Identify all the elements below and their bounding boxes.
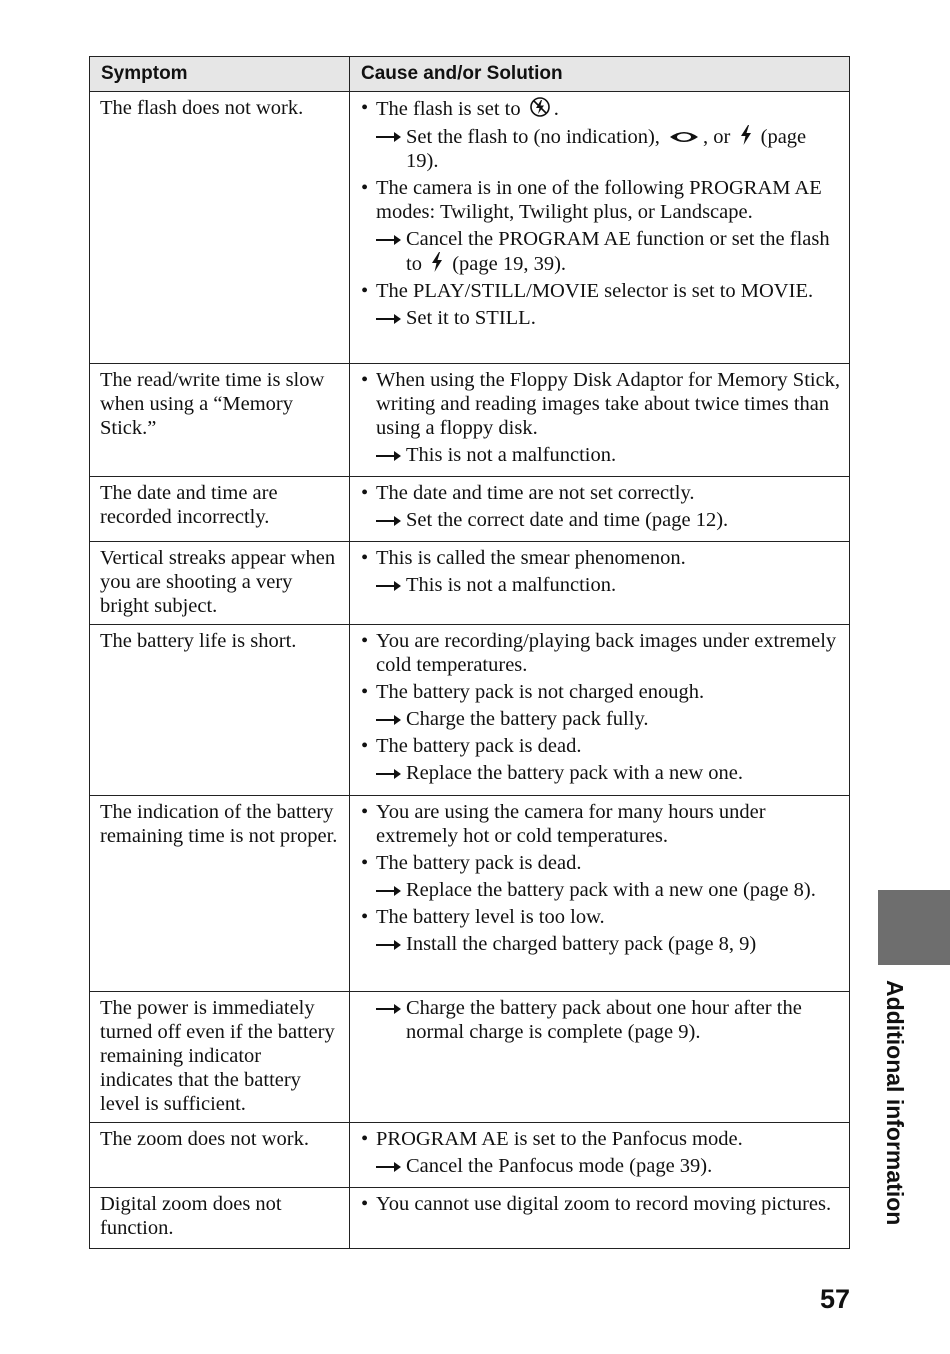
table-row <box>90 1123 850 1188</box>
cause-bullet: • The battery pack is dead. <box>361 851 841 875</box>
symptom-cell: Digital zoom does not function. <box>90 1188 350 1249</box>
cause-solution: This is not a malfunction. <box>361 443 841 467</box>
flash-forced-icon <box>739 124 753 146</box>
symptom-cell: The zoom does not work. <box>90 1123 350 1188</box>
red-eye-reduction-icon <box>668 128 700 146</box>
table-row <box>90 364 850 477</box>
cause-bullet: • The PLAY/STILL/MOVIE selector is set to MOVIE. <box>361 279 841 303</box>
cause-solution: Install the charged battery pack (page 8, 9) <box>361 932 841 956</box>
cause-bullet: • The battery pack is dead. <box>361 734 841 758</box>
symptom-cell: The battery life is short. <box>90 625 350 796</box>
cause-cell <box>350 477 850 542</box>
cause-solution: Replace the battery pack with a new one. <box>361 761 841 785</box>
cause-bullet: • The flash is set to . <box>361 96 841 121</box>
cause-solution: Cancel the Panfocus mode (page 39). <box>361 1154 841 1178</box>
cause-cell <box>350 92 850 364</box>
table-row <box>90 625 850 796</box>
table-header-row <box>90 57 850 92</box>
section-label: Additional information <box>882 980 908 1226</box>
cause-bullet: • You cannot use digital zoom to record moving pictures. <box>361 1192 841 1216</box>
cause-solution: Set the flash to (no indication), , or (page 19). <box>361 124 841 173</box>
cause-bullet: • The battery level is too low. <box>361 905 841 929</box>
symptom-cell: The flash does not work. <box>90 92 350 364</box>
flash-off-icon <box>529 96 551 118</box>
symptom-cell: The read/write time is slow when using a “Memory Stick.” <box>90 364 350 477</box>
table-row <box>90 1188 850 1249</box>
table-row <box>90 992 850 1123</box>
cause-bullet: • The camera is in one of the following PROGRAM AE modes: Twilight, Twilight plus, or Landscape. <box>361 176 841 224</box>
cause-solution: Replace the battery pack with a new one (page 8). <box>361 878 841 902</box>
cause-bullet: • You are recording/playing back images under extremely cold temperatures. <box>361 629 841 677</box>
symptom-cell: The indication of the battery remaining time is not proper. <box>90 796 350 992</box>
page-number: 57 <box>819 1284 850 1314</box>
cause-cell <box>350 364 850 477</box>
symptom-cell: The power is immediately turned off even if the battery remaining indicator indicates that the battery level is sufficient. <box>90 992 350 1123</box>
cause-cell <box>350 625 850 796</box>
table-row <box>90 477 850 542</box>
cause-solution: Charge the battery pack fully. <box>361 707 841 731</box>
cause-solution: Cancel the PROGRAM AE function or set the flash to (page 19, 39). <box>361 227 841 276</box>
table-row <box>90 542 850 625</box>
cause-bullet: • When using the Floppy Disk Adaptor for Memory Stick, writing and reading images take about twice times than using a floppy disk. <box>361 368 841 440</box>
cause-bullet: • The date and time are not set correctly. <box>361 481 841 505</box>
troubleshooting-table <box>89 56 850 1249</box>
symptom-header: Symptom <box>90 57 350 92</box>
cause-cell <box>350 796 850 992</box>
symptom-cell: The date and time are recorded incorrectly. <box>90 477 350 542</box>
cause-cell <box>350 992 850 1123</box>
cause-header: Cause and/or Solution <box>350 57 850 92</box>
cause-bullet: • PROGRAM AE is set to the Panfocus mode. <box>361 1127 841 1151</box>
cause-solution: Set the correct date and time (page 12). <box>361 508 841 532</box>
cause-solution: Set it to STILL. <box>361 306 841 330</box>
table-row <box>90 92 850 364</box>
cause-bullet: • You are using the camera for many hours under extremely hot or cold temperatures. <box>361 800 841 848</box>
cause-cell <box>350 542 850 625</box>
table-row <box>90 796 850 992</box>
cause-cell <box>350 1123 850 1188</box>
cause-solution: This is not a malfunction. <box>361 573 841 597</box>
cause-solution: Charge the battery pack about one hour after the normal charge is complete (page 9). <box>361 996 841 1044</box>
symptom-cell: Vertical streaks appear when you are shooting a very bright subject. <box>90 542 350 625</box>
section-tab-marker <box>878 890 950 965</box>
flash-forced-icon <box>430 251 444 273</box>
cause-bullet: • This is called the smear phenomenon. <box>361 546 841 570</box>
cause-bullet: • The battery pack is not charged enough. <box>361 680 841 704</box>
cause-cell <box>350 1188 850 1249</box>
